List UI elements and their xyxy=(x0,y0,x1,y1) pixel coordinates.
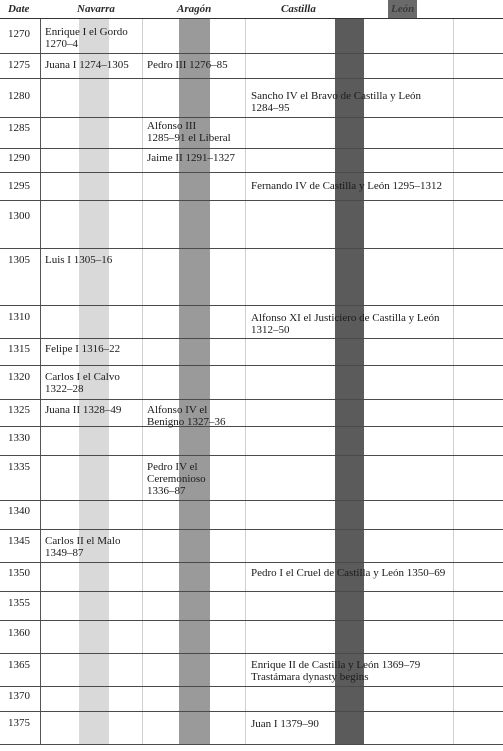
date-cell: 1350 xyxy=(8,567,30,579)
date-cell: 1335 xyxy=(8,461,30,473)
castilla-ruler: Alfonso XI el Justiciero de Castilla y León 1312–50 xyxy=(251,312,440,336)
date-cell: 1320 xyxy=(8,371,30,383)
row-rule xyxy=(0,562,503,563)
aragon-ruler: Jaime II 1291–1327 xyxy=(147,152,235,164)
row-rule xyxy=(0,148,503,149)
date-cell: 1295 xyxy=(8,180,30,192)
column-divider xyxy=(245,18,246,745)
navarra-ruler: Luis I 1305–16 xyxy=(45,254,113,266)
row-rule xyxy=(0,248,503,249)
row-rule xyxy=(0,200,503,201)
date-cell: 1310 xyxy=(8,311,30,323)
castilla-ruler: Juan I 1379–90 xyxy=(251,718,319,730)
row-rule xyxy=(0,78,503,79)
date-cell: 1290 xyxy=(8,152,30,164)
header-castilla: Castilla xyxy=(281,3,316,15)
row-rule xyxy=(0,172,503,173)
header-date: Date xyxy=(8,3,30,15)
castilla-column-bar xyxy=(335,18,364,745)
date-cell: 1270 xyxy=(8,28,30,40)
row-rule xyxy=(0,620,503,621)
castilla-ruler: Fernando IV de Castilla y León 1295–1312 xyxy=(251,180,443,192)
date-cell: 1365 xyxy=(8,659,30,671)
column-divider xyxy=(453,18,454,745)
date-cell: 1305 xyxy=(8,254,30,266)
date-cell: 1375 xyxy=(8,717,30,729)
aragon-ruler: Pedro IV el Ceremonioso 1336–87 xyxy=(147,461,206,497)
date-cell: 1280 xyxy=(8,90,30,102)
aragon-ruler: Alfonso IV el Benigno 1327–36 xyxy=(147,404,226,428)
column-divider xyxy=(142,18,143,745)
header-leon: León xyxy=(391,3,415,15)
navarra-ruler: Juana I 1274–1305 xyxy=(45,59,129,71)
date-column-divider xyxy=(40,18,41,745)
row-rule xyxy=(0,591,503,592)
castilla-ruler: Pedro I el Cruel de Castilla y León 1350–69 xyxy=(251,567,446,579)
row-rule xyxy=(0,117,503,118)
row-rule xyxy=(0,686,503,687)
row-rule xyxy=(0,426,503,427)
navarra-ruler: Carlos I el Calvo 1322–28 xyxy=(45,371,120,395)
date-cell: 1325 xyxy=(8,404,30,416)
date-cell: 1275 xyxy=(8,59,30,71)
date-cell: 1285 xyxy=(8,122,30,134)
aragon-ruler: Alfonso III 1285–91 el Liberal xyxy=(147,120,231,144)
castilla-ruler: Enrique II de Castilla y León 1369–79 Trastámara dynasty begins xyxy=(251,659,421,683)
date-cell: 1300 xyxy=(8,210,30,222)
header-aragon: Aragón xyxy=(177,3,212,15)
row-rule xyxy=(0,653,503,654)
navarra-ruler: Enrique I el Gordo 1270–4 xyxy=(45,26,128,50)
date-cell: 1355 xyxy=(8,597,30,609)
date-cell: 1360 xyxy=(8,627,30,639)
date-cell: 1315 xyxy=(8,343,30,355)
date-cell: 1345 xyxy=(8,535,30,547)
header-navarra: Navarra xyxy=(77,3,115,15)
row-rule xyxy=(0,305,503,306)
row-rule xyxy=(0,338,503,339)
row-rule xyxy=(0,53,503,54)
row-rule xyxy=(0,529,503,530)
aragon-ruler: Pedro III 1276–85 xyxy=(147,59,228,71)
navarra-ruler: Juana II 1328–49 xyxy=(45,404,122,416)
date-cell: 1370 xyxy=(8,690,30,702)
navarra-ruler: Felipe I 1316–22 xyxy=(45,343,121,355)
row-rule xyxy=(0,500,503,501)
castilla-ruler: Sancho IV el Bravo de Castilla y León 1284–95 xyxy=(251,90,421,114)
navarra-ruler: Carlos II el Malo 1349–87 xyxy=(45,535,121,559)
row-rule xyxy=(0,455,503,456)
date-cell: 1330 xyxy=(8,432,30,444)
bottom-rule xyxy=(0,744,503,745)
header-rule xyxy=(0,18,503,19)
row-rule xyxy=(0,399,503,400)
date-cell: 1340 xyxy=(8,505,30,517)
row-rule xyxy=(0,365,503,366)
row-rule xyxy=(0,711,503,712)
